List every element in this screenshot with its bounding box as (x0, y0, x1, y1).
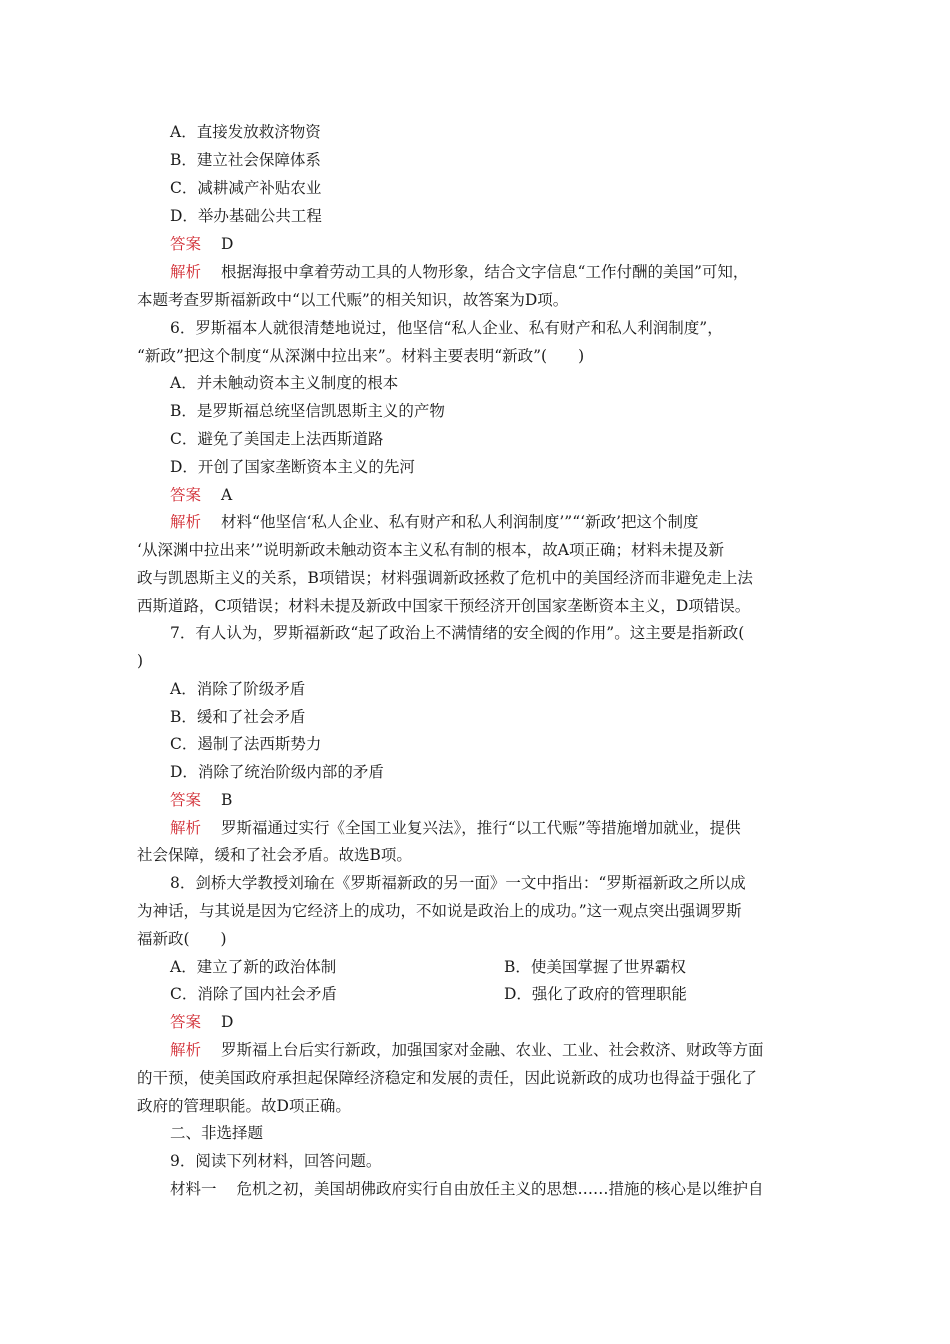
answer-label: 答案 (170, 791, 202, 809)
q8-option-c: C．消除了国内社会矛盾 (170, 985, 337, 1003)
q8-analysis-line-3: 政府的管理职能。故D项正确。 (137, 1097, 351, 1115)
q8-stem-line-2: 为神话，与其说是因为它经济上的成功，不如说是政治上的成功。”这一观点突出强调罗斯 (137, 902, 742, 920)
q6-option-a: A．并未触动资本主义制度的根本 (170, 374, 399, 392)
answer-value: A (221, 486, 233, 504)
answer-value: D (221, 1013, 234, 1031)
q7-answer (170, 789, 232, 811)
analysis-text: 罗斯福上台后实行新政，加强国家对金融、农业、工业、社会救济、财政等方面 (221, 1041, 764, 1059)
q6-analysis-line-2: ‘从深渊中拉出来’”说明新政未触动资本主义私有制的根本，故A项正确；材料未提及新 (137, 541, 724, 559)
q8-analysis-line-1 (170, 1039, 764, 1061)
q6-stem-line-2: “新政”把这个制度“从深渊中拉出来”。材料主要表明“新政”( ) (137, 347, 585, 365)
q6-stem-line-1: 6．罗斯福本人就很清楚地说过，他坚信“私人企业、私有财产和私人利润制度”， (170, 319, 723, 337)
answer-label: 答案 (170, 235, 202, 253)
q7-stem-line-2: ) (137, 652, 144, 670)
analysis-label: 解析 (170, 819, 202, 837)
q6-answer (170, 484, 232, 506)
q7-option-d: D．消除了统治阶级内部的矛盾 (170, 763, 384, 781)
q8-option-b: B．使美国掌握了世界霸权 (504, 958, 686, 976)
q6-analysis-line-3: 政与凯恩斯主义的关系，B项错误；材料强调新政拯救了危机中的美国经济而非避免走上法 (137, 569, 753, 587)
analysis-label: 解析 (170, 263, 202, 281)
q6-analysis-line-1 (170, 511, 699, 533)
q5-option-d: D．举办基础公共工程 (170, 207, 322, 225)
q5-option-c: C．减耕减产补贴农业 (170, 179, 322, 197)
answer-label: 答案 (170, 1013, 202, 1031)
q9-material-1 (170, 1178, 764, 1200)
q8-option-a: A．建立了新的政治体制 (170, 958, 337, 976)
q6-option-b: B．是罗斯福总统坚信凯恩斯主义的产物 (170, 402, 445, 420)
q7-option-a: A．消除了阶级矛盾 (170, 680, 306, 698)
analysis-text: 根据海报中拿着劳动工具的人物形象，结合文字信息“工作付酬的美国”可知， (221, 263, 749, 281)
q8-option-d: D．强化了政府的管理职能 (504, 985, 687, 1003)
q7-analysis-line-2: 社会保障，缓和了社会矛盾。故选B项。 (137, 846, 412, 864)
answer-value: B (221, 791, 233, 809)
q8-stem-line-1: 8．剑桥大学教授刘瑜在《罗斯福新政的另一面》一文中指出：“罗斯福新政之所以成 (170, 874, 746, 892)
analysis-text: 罗斯福通过实行《全国工业复兴法》，推行“以工代赈”等措施增加就业，提供 (221, 819, 741, 837)
q6-analysis-line-4: 西斯道路，C项错误；材料未提及新政中国家干预经济开创国家垄断资本主义，D项错误。 (137, 597, 751, 615)
q7-option-c: C．遏制了法西斯势力 (170, 735, 322, 753)
material-text: 危机之初，美国胡佛政府实行自由放任主义的思想……措施的核心是以维护自 (236, 1180, 764, 1198)
q6-option-c: C．避免了美国走上法西斯道路 (170, 430, 384, 448)
q5-option-a: A．直接发放救济物资 (170, 123, 321, 141)
analysis-label: 解析 (170, 1041, 202, 1059)
answer-value: D (221, 235, 234, 253)
q7-analysis-line-1 (170, 817, 741, 839)
q7-stem-line-1: 7．有人认为，罗斯福新政“起了政治上不满情绪的安全阀的作用”。这主要是指新政( (170, 624, 745, 642)
answer-label: 答案 (170, 486, 202, 504)
q5-analysis-line-2: 本题考查罗斯福新政中“以工代赈”的相关知识，故答案为D项。 (137, 291, 569, 309)
analysis-text: 材料“他坚信‘私人企业、私有财产和私人利润制度’”“‘新政’把这个制度 (221, 513, 699, 531)
section-heading: 二、非选择题 (170, 1124, 264, 1142)
q5-analysis-line-1 (170, 261, 748, 283)
q8-answer (170, 1011, 233, 1033)
material-label: 材料一 (170, 1180, 217, 1198)
q5-answer (170, 233, 233, 255)
q6-option-d: D．开创了国家垄断资本主义的先河 (170, 458, 415, 476)
q5-option-b: B．建立社会保障体系 (170, 151, 321, 169)
q8-analysis-line-2: 的干预，使美国政府承担起保障经济稳定和发展的责任，因此说新政的成功也得益于强化了 (137, 1069, 758, 1087)
q9-stem: 9．阅读下列材料，回答问题。 (170, 1152, 382, 1170)
q7-option-b: B．缓和了社会矛盾 (170, 708, 306, 726)
q8-stem-line-3: 福新政( ) (137, 930, 227, 948)
analysis-label: 解析 (170, 513, 202, 531)
